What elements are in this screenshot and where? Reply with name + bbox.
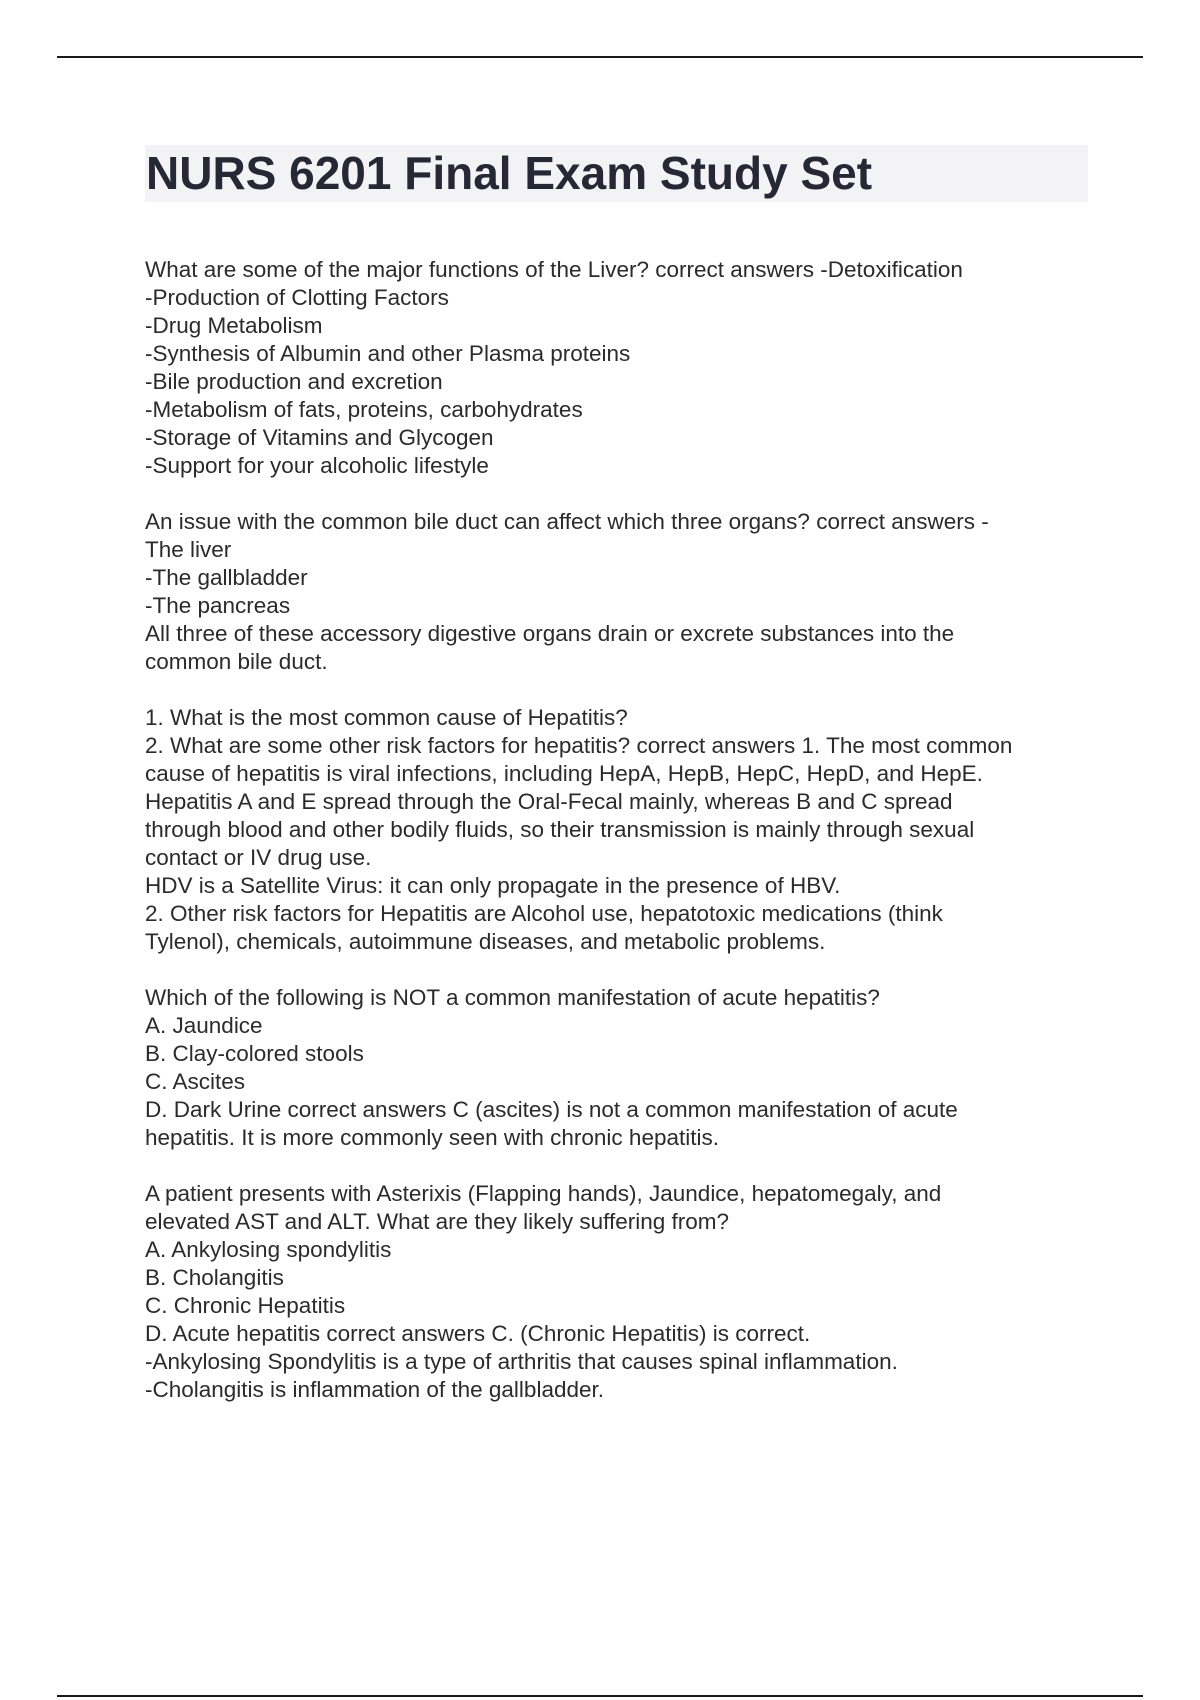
text-line: Hepatitis A and E spread through the Oral-Fecal mainly, whereas B and C spread — [145, 789, 953, 814]
text-line: cause of hepatitis is viral infections, including HepA, HepB, HepC, HepD, and HepE. — [145, 761, 983, 786]
text-line: 2. Other risk factors for Hepatitis are Alcohol use, hepatotoxic medications (think — [145, 901, 943, 926]
text-line: D. Acute hepatitis correct answers C. (Chronic Hepatitis) is correct. — [145, 1321, 811, 1346]
text-line: An issue with the common bile duct can affect which three organs? correct answers - — [145, 509, 989, 534]
text-line: 2. What are some other risk factors for hepatitis? correct answers 1. The most common — [145, 733, 1013, 758]
text-line: HDV is a Satellite Virus: it can only propagate in the presence of HBV. — [145, 873, 841, 898]
text-line: -Ankylosing Spondylitis is a type of arthritis that causes spinal inflammation. — [145, 1349, 898, 1374]
text-line: -Metabolism of fats, proteins, carbohydrates — [145, 397, 583, 422]
qa-entry-common-bile-duct — [145, 508, 1105, 676]
bottom-divider — [57, 1695, 1143, 1697]
top-divider — [57, 56, 1143, 58]
text-line: elevated AST and ALT. What are they likely suffering from? — [145, 1209, 730, 1234]
qa-entry-hepatitis-causes — [145, 704, 1105, 956]
text-line: A. Jaundice — [145, 1013, 263, 1038]
text-line: -Cholangitis is inflammation of the gallbladder. — [145, 1377, 604, 1402]
qa-entry-liver-functions — [145, 256, 1105, 480]
text-line: The liver — [145, 537, 232, 562]
text-line: common bile duct. — [145, 649, 328, 674]
text-line: -Production of Clotting Factors — [145, 285, 449, 310]
study-set-content — [145, 256, 1105, 1404]
text-line: B. Clay-colored stools — [145, 1041, 364, 1066]
text-line: C. Ascites — [145, 1069, 246, 1094]
text-line: B. Cholangitis — [145, 1265, 284, 1290]
text-line: through blood and other bodily fluids, so their transmission is mainly through sexual — [145, 817, 975, 842]
text-line: All three of these accessory digestive organs drain or excrete substances into the — [145, 621, 955, 646]
qa-entry-asterixis-patient — [145, 1180, 1105, 1404]
text-line: -Drug Metabolism — [145, 313, 323, 338]
text-line: -Storage of Vitamins and Glycogen — [145, 425, 494, 450]
page-title: NURS 6201 Final Exam Study Set — [146, 147, 873, 199]
text-line: A. Ankylosing spondylitis — [145, 1237, 392, 1262]
text-line: -Synthesis of Albumin and other Plasma proteins — [145, 341, 631, 366]
text-line: A patient presents with Asterixis (Flapping hands), Jaundice, hepatomegaly, and — [145, 1181, 942, 1206]
text-line: hepatitis. It is more commonly seen with chronic hepatitis. — [145, 1125, 719, 1150]
text-line: Tylenol), chemicals, autoimmune diseases, and metabolic problems. — [145, 929, 826, 954]
text-line: -Bile production and excretion — [145, 369, 443, 394]
text-line: -The pancreas — [145, 593, 291, 618]
text-line: Which of the following is NOT a common manifestation of acute hepatitis? — [145, 985, 880, 1010]
text-line: D. Dark Urine correct answers C (ascites) is not a common manifestation of acute — [145, 1097, 958, 1122]
text-line: -Support for your alcoholic lifestyle — [145, 453, 489, 478]
text-line: C. Chronic Hepatitis — [145, 1293, 346, 1318]
text-line: -The gallbladder — [145, 565, 308, 590]
text-line: What are some of the major functions of the Liver? correct answers -Detoxification — [145, 257, 963, 282]
text-line: 1. What is the most common cause of Hepatitis? — [145, 705, 628, 730]
qa-entry-acute-hepatitis — [145, 984, 1105, 1152]
text-line: contact or IV drug use. — [145, 845, 372, 870]
